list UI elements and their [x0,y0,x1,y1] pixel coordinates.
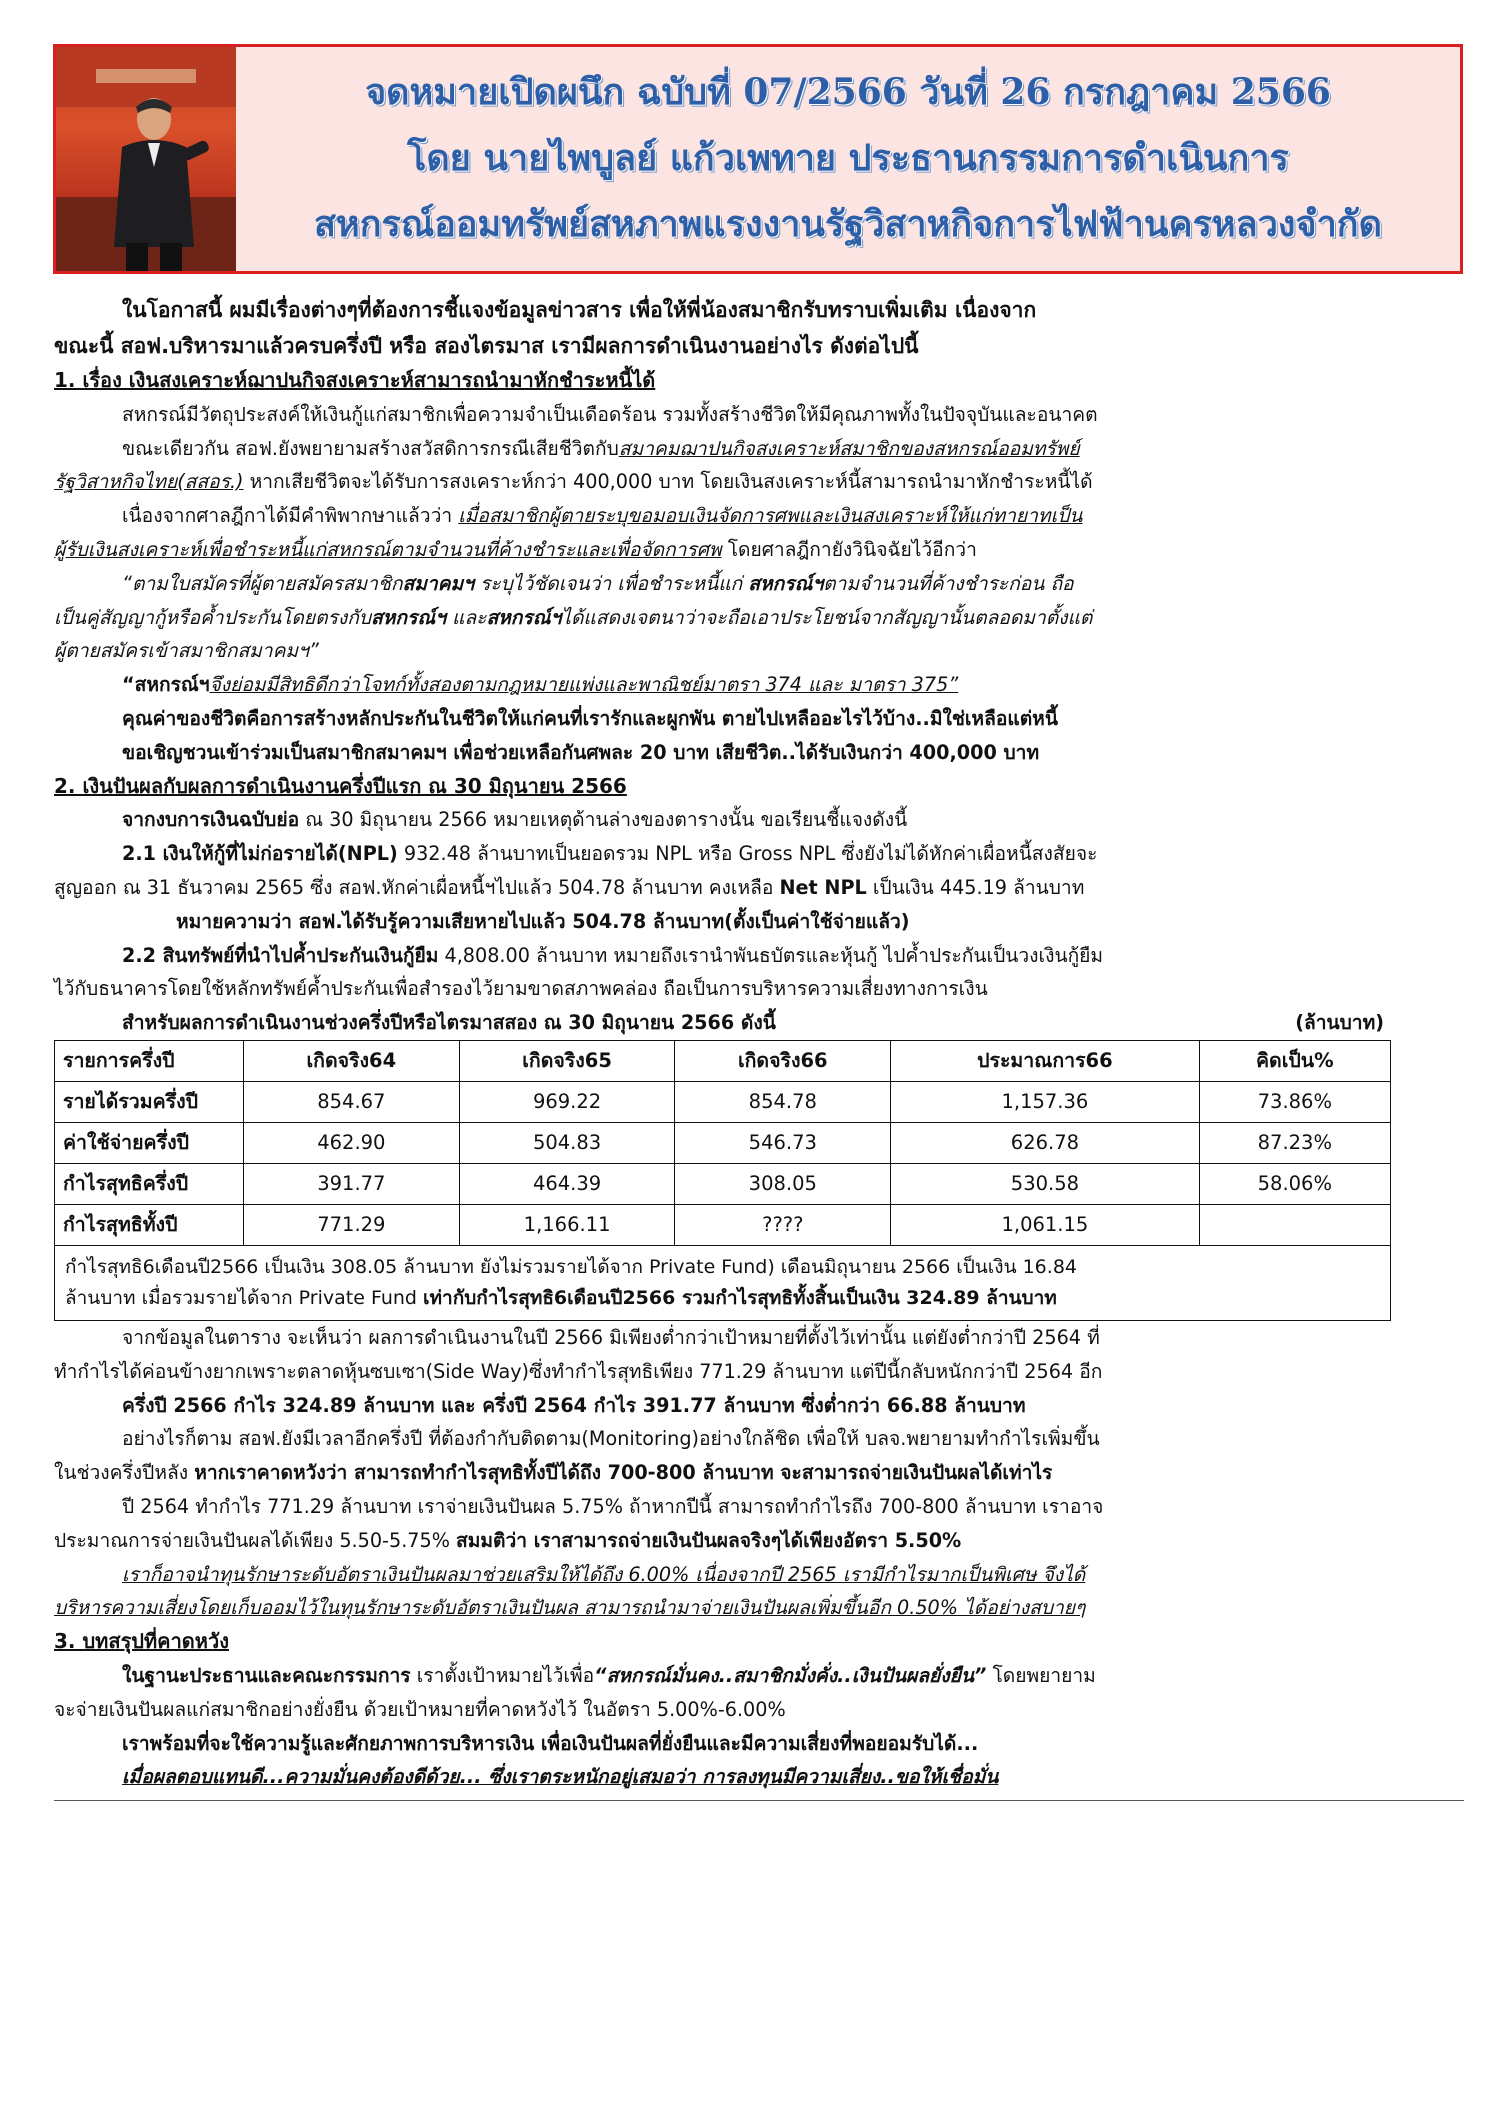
s2-analysis-2: ทำกำไรได้ค่อนข้างยากเพราะตลาดหุ้นซบเซา(Side Way)ซึ่งทำกำไรสุทธิเพียง 771.29 ล้านบาท แต่ปีนี้กลับหนักกว่าปี 2564 อีก [54,1359,1103,1383]
note-text: ล้านบาท เมื่อรวมรายได้จาก Private Fund [65,1286,424,1309]
table-cell: 73.86% [1199,1081,1390,1122]
table-cell: 87.23% [1199,1122,1390,1163]
s2-net-npl: Net NPL [779,875,867,899]
s2-text: ณ 30 มิถุนายน 2566 หมายเหตุด้านล่างของตารางนั้น ขอเรียนชี้แจงดังนี้ [299,808,908,832]
s2-text: สูญออก ณ 31 ธันวาคม 2565 ซึ่ง สอฟ.หักค่าเผื่อหนี้ฯไปแล้ว 504.78 ล้านบาท คงเหลือ [54,875,780,899]
table-header-cell: เกิดจริง66 [675,1040,891,1081]
table-header-cell: ประมาณการ66 [891,1040,1200,1081]
s1-text: หากเสียชีวิตจะได้รับการสงเคราะห์กว่า 400,000 บาท โดยเงินสงเคราะห์นี้สามารถนำมาหักชำระหนี้ได้ [243,470,1093,494]
table-cell: ค่าใช้จ่ายครึ่งปี [55,1122,244,1163]
table-cell: 58.06% [1199,1163,1390,1204]
s2-paragraph-6: ไว้กับธนาคารโดยใช้หลักทรัพย์ค้ำประกันเพื่อสำรองไว้ยามขาดสภาพคล่อง ถือเป็นการบริหารความเสี่ยงทางการเงิน [54,977,988,1001]
s2-npl-label: 2.1 เงินให้กู้ที่ไม่ก่อรายได้(NPL) [122,842,398,866]
table-cell: กำไรสุทธิทั้งปี [55,1204,244,1245]
quote-law: จึงย่อมมีสิทธิดีกว่าโจทก์ทั้งสองตามกฎหมายแพ่งและพาณิชย์มาตรา 374 และ มาตรา 375” [209,673,959,697]
s2-analysis-7 [54,1524,1464,1558]
table-cell: 504.83 [459,1122,675,1163]
intro-line-2: ขณะนี้ สอฟ.บริหารมาแล้วครบครึ่งปี หรือ สองไตรมาส เรามีผลการดำเนินงานอย่างไร ดังต่อไปนี้ [54,334,919,358]
s2-bold: จากงบการเงินฉบับย่อ [122,808,300,832]
table-cell: 462.90 [244,1122,460,1163]
quote-bold: สมาคมฯ [402,571,474,595]
table-note-line-1: กำไรสุทธิ6เดือนปี2566 เป็นเงิน 308.05 ล้านบาท ยังไม่รวมรายได้จาก Private Fund) เดือนมิถุนายน 2566 เป็นเงิน 16.84 [65,1255,1077,1278]
s1-court-ruling: ผู้รับเงินสงเคราะห์เพื่อชำระหนี้แก่สหกรณ์ตามจำนวนที่ค้างชำระและเพื่อจัดการศพ [54,537,722,561]
table-cell: 1,166.11 [459,1204,675,1245]
bottom-rule [54,1800,1464,1801]
s1-association-name: สมาคมฌาปนกิจสงเคราะห์สมาชิกของสหกรณ์ออมทรัพย์ [618,436,1080,460]
s2-analysis-4: อย่างไรก็ตาม สอฟ.ยังมีเวลาอีกครึ่งปี ที่ต้องกำกับติดตาม(Monitoring)อย่างใกล้ชิด เพื่อให้ บลจ.พยายามทำกำไรเพิ่มขึ้น [122,1427,1100,1451]
s2-analysis-1: จากข้อมูลในตาราง จะเห็นว่า ผลการดำเนินงานในปี 2566 มิเพียงต่ำกว่าเป้าหมายที่ตั้งไว้เท่านั้น แต่ยังต่ำกว่าปี 2564 ที่ [122,1325,1100,1349]
table-cell: ???? [675,1204,891,1245]
s2-bold: สมมติว่า เราสามารถจ่ายเงินปันผลจริงๆได้เพียงอัตรา 5.50% [456,1528,962,1552]
quote-text: ตามจำนวนที่ค้างชำระก่อน ถือ [823,571,1074,595]
s1-quote-2 [54,601,1464,635]
s2-analysis-9: บริหารความเสี่ยงโดยเก็บออมไว้ในทุนรักษาระดับอัตราเงินปันผล สามารถนำมาจ่ายเงินปันผลเพิ่มขึ้นอีก 0.50% ได้อย่างสบายๆ [54,1596,1086,1620]
s1-text: ขณะเดียวกัน สอฟ.ยังพยายามสร้างสวัสดิการกรณีเสียชีวิตกับ [122,436,619,460]
table-note-line-2 [65,1283,1380,1314]
header-banner [53,44,1463,274]
quote-text: ระบุไว้ชัดเจนว่า เพื่อชำระหนี้แก่ [473,571,749,595]
s1-paragraph-1: สหกรณ์มีวัตถุประสงค์ให้เงินกู้แก่สมาชิกเพื่อความจำเป็นเดือดร้อน รวมทั้งสร้างชีวิตให้มีคุณภาพทั้งในปัจจุบันและอนาคต [122,402,1098,426]
table-cell: รายได้รวมครึ่งปี [55,1081,244,1122]
table-note [54,1246,1391,1321]
note-bold: เท่ากับกำไรสุทธิ6เดือนปี2566 รวมกำไรสุทธิทั้งสิ้นเป็นเงิน 324.89 ล้านบาท [423,1286,1057,1309]
s2-analysis-3: ครึ่งปี 2566 กำไร 324.89 ล้านบาท และ ครึ่งปี 2564 กำไร 391.77 ล้านบาท ซึ่งต่ำกว่า 66.88 ล้านบาท [122,1393,1026,1417]
intro-line-1: ในโอกาสนี้ ผมมีเรื่องต่างๆที่ต้องการชี้แจงข้อมูลข่าวสาร เพื่อให้พี่น้องสมาชิกรับทราบเพิ่มเติม เนื่องจาก [122,298,1037,322]
table-cell: 530.58 [891,1163,1200,1204]
table-cell: 854.78 [675,1081,891,1122]
quote-text: และ [445,605,487,629]
quote-text: ได้แสดงเจตนาว่าจะถือเอาประโยชน์จากสัญญานั้นตลอดมาตั้งแต่ [561,605,1093,629]
header-line-1: จดหมายเปิดผนึก ฉบับที่ 07/2566 วันที่ 26 กรกฎาคม 2566 [365,71,1331,113]
s1-text: เนื่องจากศาลฎีกาได้มีคำพิพากษาแล้วว่า [122,504,459,528]
table-cell [1199,1204,1390,1245]
s2-analysis-5 [54,1456,1464,1490]
table-cell: 308.05 [675,1163,891,1204]
s1-quote-1 [54,567,1464,601]
table-header-cell: เกิดจริง65 [459,1040,675,1081]
section-2-title: 2. เงินปันผลกับผลการดำเนินงานครึ่งปีแรก ณ 30 มิถุนายน 2566 [54,773,627,798]
quote-bold: “สหกรณ์ฯ [122,673,210,697]
speaker-photo [56,47,236,271]
s2-text: เป็นเงิน 445.19 ล้านบาท [866,875,1085,899]
s2-paragraph-4: หมายความว่า สอฟ.ได้รับรู้ความเสียหายไปแล้ว 504.78 ล้านบาท(ตั้งเป็นค่าใช้จ่ายแล้ว) [176,909,910,933]
table-title: สำหรับผลการดำเนินงานช่วงครึ่งปีหรือไตรมาสสอง ณ 30 มิถุนายน 2566 ดังนี้ [122,1011,776,1035]
table-header-row [55,1040,1391,1081]
s2-analysis-8: เราก็อาจนำทุนรักษาระดับอัตราเงินปันผลมาช่วยเสริมให้ได้ถึง 6.00% เนื่องจากปี 2565 เรามีกำไรมากเป็นพิเศษ จึงได้ [122,1562,1086,1586]
s1-quote-3: ผู้ตายสมัครเข้าสมาชิกสมาคมฯ” [54,639,319,663]
s1-association-abbr: รัฐวิสาหกิจไทย(สสอร.) [54,470,244,494]
s1-bold-2: ขอเชิญชวนเข้าร่วมเป็นสมาชิกสมาคมฯ เพื่อช่วยเหลือกันศพละ 20 บาท เสียชีวิต..ได้รับเงินกว่า 400,000 บาท [122,740,1040,764]
table-cell: 391.77 [244,1163,460,1204]
section-1-title: 1. เรื่อง เงินสงเคราะห์ฌาปนกิจสงเคราะห์สามารถนำมาหักชำระหนี้ได้ [54,368,656,392]
quote-bold: สหกรณ์ฯ [486,605,562,629]
s1-bold-1: คุณค่าของชีวิตคือการสร้างหลักประกันในชีวิตให้แก่คนที่เรารักและผูกพัน ตายไปเหลืออะไรไว้บ้าง..มิใช่เหลือแต่หนี้ [122,706,1058,730]
table-cell: กำไรสุทธิครึ่งปี [55,1163,244,1204]
table-header-cell: คิดเป็น% [1199,1040,1390,1081]
table-header-cell: เกิดจริง64 [244,1040,460,1081]
table-row [55,1122,1391,1163]
header-line-3: สหกรณ์ออมทรัพย์สหภาพแรงงานรัฐวิสาหกิจการไฟฟ้านครหลวงจำกัด [314,203,1382,245]
s2-paragraph-3 [54,871,1464,905]
s3-paragraph-4: เมื่อผลตอบแทนดี...ความมั่นคงต้องดีด้วย... ซึ่งเราตระหนักอยู่เสมอว่า การลงทุนมีความเสี่ยง..ขอให้เชื่อมั่น [122,1765,999,1789]
s1-text: โดยศาลฎีกายังวินิจฉัยไว้อีกว่า [721,537,977,561]
s2-text: ประมาณการจ่ายเงินปันผลได้เพียง 5.50-5.75% [54,1528,457,1552]
quote-bold: สหกรณ์ฯ [748,571,824,595]
s2-text: ในช่วงครึ่งปีหลัง [54,1461,195,1485]
s2-asset-label: 2.2 สินทรัพย์ที่นำไปค้ำประกันเงินกู้ยืม [122,943,439,967]
letter-body [54,292,1464,1801]
s3-text: โดยพยายาม [986,1663,1096,1687]
s2-paragraph-5 [54,939,1464,973]
s3-paragraph-3: เราพร้อมที่จะใช้ความรู้และศักยภาพการบริหารเงิน เพื่อเงินปันผลที่ยั่งยืนและมีความเสี่ยงที่พอยอมรับได้... [122,1731,979,1755]
s1-paragraph-2a [54,432,1464,466]
table-unit: (ล้านบาท) [1295,1011,1384,1035]
s2-paragraph-1 [54,803,1464,837]
s1-court-ruling: เมื่อสมาชิกผู้ตายระบุขอมอบเงินจัดการศพและเงินสงเคราะห์ให้แก่ทายาทเป็น [458,504,1083,528]
table-cell: 969.22 [459,1081,675,1122]
s1-quote-4 [54,668,1464,702]
section-3-title: 3. บทสรุปที่คาดหวัง [54,1629,229,1654]
table-row [55,1081,1391,1122]
quote-text: เป็นคู่สัญญากู้หรือค้ำประกันโดยตรงกับ [54,605,372,629]
s2-text: 4,808.00 ล้านบาท หมายถึงเรานำพันธบัตรและหุ้นกู้ ไปค้ำประกันเป็นวงเงินกู้ยืม [438,943,1104,967]
s1-paragraph-2b [54,465,1464,499]
table-cell: 1,157.36 [891,1081,1200,1122]
s3-paragraph-2: จะจ่ายเงินปันผลแก่สมาชิกอย่างยั่งยืน ด้วยเป้าหมายที่คาดหวังไว้ ในอัตรา 5.00%-6.00% [54,1697,786,1721]
results-table [54,1040,1391,1246]
s2-analysis-6: ปี 2564 ทำกำไร 771.29 ล้านบาท เราจ่ายเงินปันผล 5.75% ถ้าหากปีนี้ สามารถทำกำไรถึง 700-800 ล้านบาท เราอาจ [122,1494,1104,1518]
s3-text: เราตั้งเป้าหมายไว้เพื่อ [410,1663,595,1687]
s1-paragraph-3a [54,499,1464,533]
s3-bold: ในฐานะประธานและคณะกรรมการ [122,1663,411,1687]
table-row [55,1163,1391,1204]
s2-text: 932.48 ล้านบาทเป็นยอดรวม NPL หรือ Gross NPL ซึ่งยังไม่ได้หักค่าเผื่อหนี้สงสัยจะ [397,842,1098,866]
s2-bold: หากเราคาดหวังว่า สามารถทำกำไรสุทธิทั้งปีได้ถึง 700-800 ล้านบาท จะสามารถจ่ายเงินปันผลได้เท่าไร [194,1461,1053,1485]
table-cell: 546.73 [675,1122,891,1163]
quote-text: “ตามใบสมัครที่ผู้ตายสมัครสมาชิก [122,571,403,595]
s1-paragraph-3b [54,533,1464,567]
s3-motto: “สหกรณ์มั่นคง..สมาชิกมั่งคั่ง..เงินปันผลยั่งยืน” [594,1663,987,1687]
s2-paragraph-2 [54,837,1464,871]
header-line-2: โดย นายไพบูลย์ แก้วเพทาย ประธานกรรมการดำเนินการ [407,137,1289,179]
quote-bold: สหกรณ์ฯ [371,605,446,629]
table-cell: 771.29 [244,1204,460,1245]
table-cell: 626.78 [891,1122,1200,1163]
table-header-cell: รายการครึ่งปี [55,1040,244,1081]
table-row [55,1204,1391,1245]
table-cell: 854.67 [244,1081,460,1122]
s3-paragraph-1 [54,1659,1464,1693]
table-title-row [54,1006,1464,1040]
speaker-figure [56,47,236,271]
table-cell: 464.39 [459,1163,675,1204]
table-cell: 1,061.15 [891,1204,1200,1245]
